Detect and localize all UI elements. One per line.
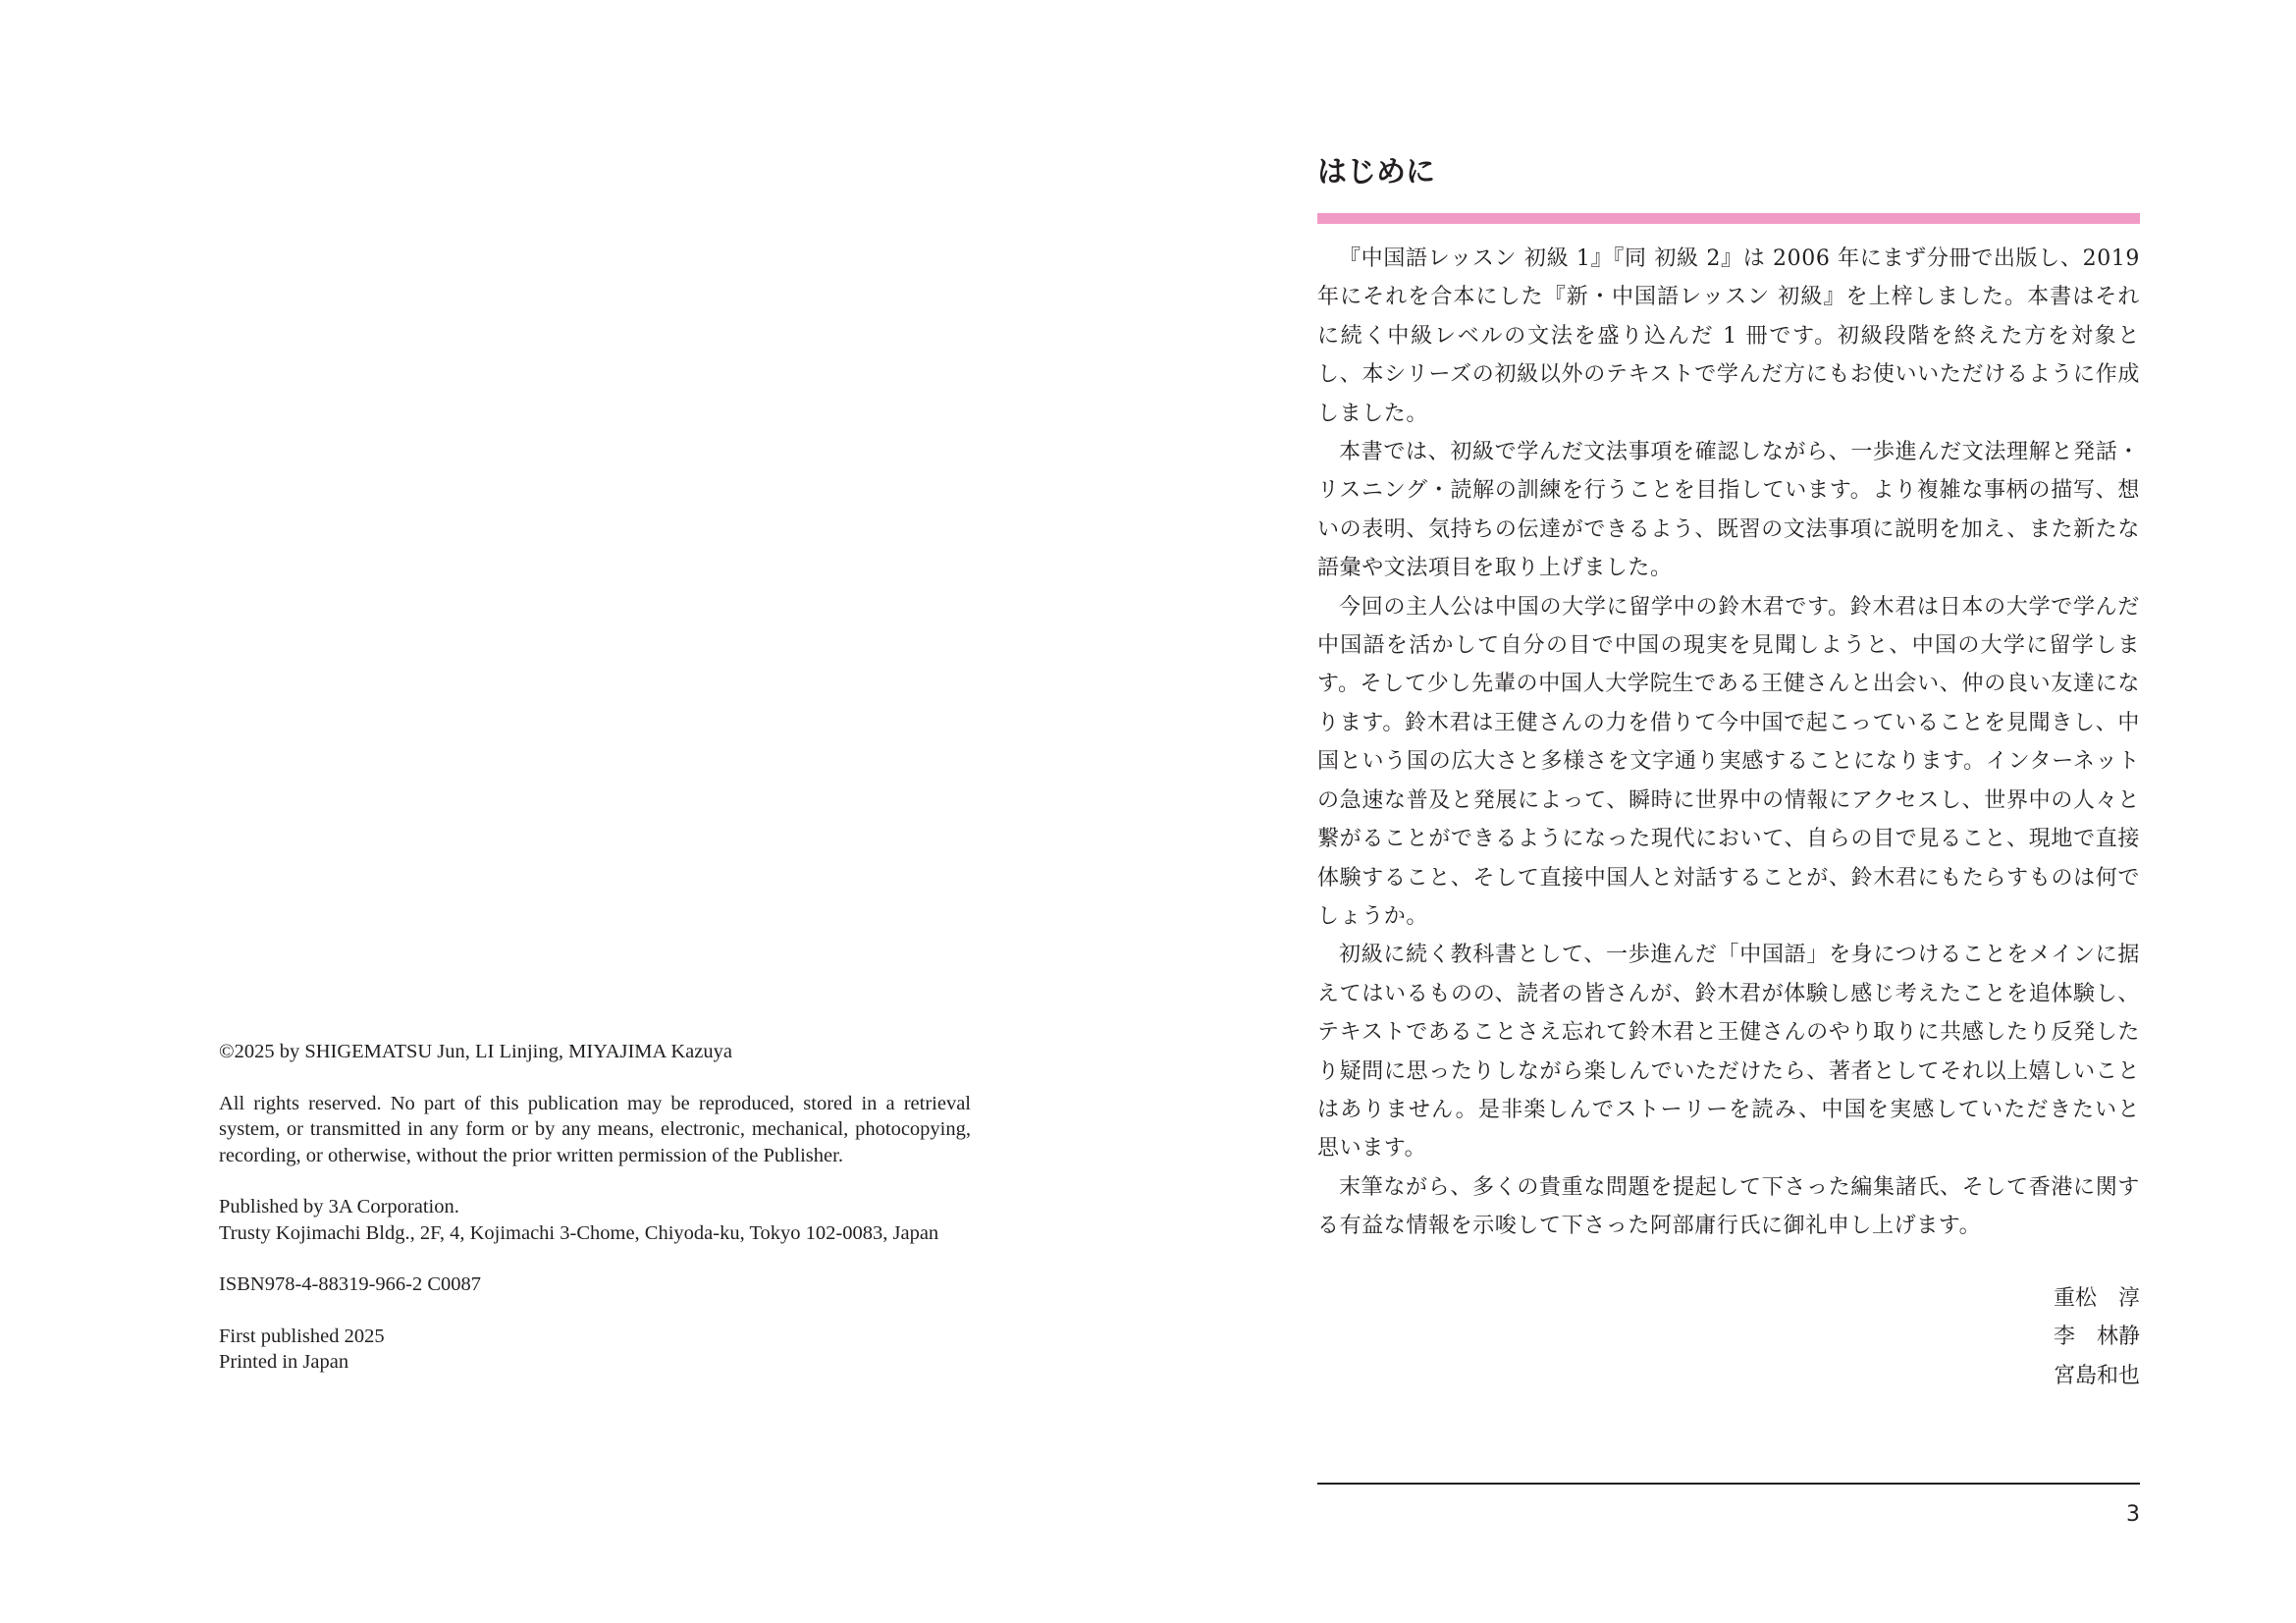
author-signature: 重松 淳 <box>2053 1286 2140 1311</box>
preface-paragraph: 初級に続く教科書として、一歩進んだ「中国語」を身につけることをメインに据えてはいるものの、読者の皆さんが、鈴木君が体験し感じ考えたことを追体験し、テキストであることさえ忘れて鈴木君と王健さんのやり取りに共感したり反発したり疑問に思ったりしながら楽しんでいただけたら、著者としてそれ以上嬉しいことはありません。是非楽しんでストーリーを読み、中国を実感していただきたいと思います。 <box>1317 943 2140 1162</box>
publisher-name: Published by 3A Corporation. <box>219 1196 459 1217</box>
preface-paragraph: 『中国語レッスン 初級 1』『同 初級 2』は 2006 年にまず分冊で出版し、2019 年にそれを合本にした『新・中国語レッスン 初級』を上梓しました。本書はそれに続く中級レベルの文法を盛り込んだ 1 冊です。初級段階を終えた方を対象とし、本シリーズの初級以外のテキストで学んだ方にもお使いいただけるように作成しました。 <box>1317 246 2140 426</box>
publisher-info <box>219 1194 971 1246</box>
first-published: First published 2025 <box>219 1325 385 1347</box>
right-page <box>1148 0 2296 1623</box>
rights-statement: All rights reserved. No part of this publication may be reproduced, stored in a retrieval system, or transmitted in any form or by any means, electronic, mechanical, photocopying, recording, or otherwise, without the prior written permission of the Publisher. <box>219 1092 971 1166</box>
preface-paragraph: 末筆ながら、多くの貴重な問題を提起して下さった編集諸氏、そして香港に関する有益な情報を示唆して下さった阿部庸行氏に御礼申し上げます。 <box>1317 1174 2140 1239</box>
author-signature: 宮島和也 <box>2053 1363 2140 1388</box>
printed-in: Printed in Japan <box>219 1351 349 1373</box>
author-signatures <box>1944 1279 2140 1395</box>
preface-title: はじめに <box>1317 155 1435 189</box>
preface-paragraph: 今回の主人公は中国の大学に留学中の鈴木君です。鈴木君は日本の大学で学んだ中国語を活かして自分の目で中国の現実を見聞しようと、中国の大学に留学します。そして少し先輩の中国人大学院生である王健さんと出会い、仲の良い友達になります。鈴木君は王健さんの力を借りて今中国で起こっていることを見聞きし、中国という国の広大さと多様さを文字通り実感することになります。インターネットの急速な普及と発展によって、瞬時に世界中の情報にアクセスし、世界中の人々と繋がることができるようになった現代において、自らの目で見ること、現地で直接体験すること、そして直接中国人と対話することが、鈴木君にもたらすものは何でしょうか。 <box>1317 594 2140 929</box>
copyright-notice: ©2025 by SHIGEMATSU Jun, LI Linjing, MIYAJIMA Kazuya <box>219 1041 732 1062</box>
preface-body <box>1317 240 2140 1246</box>
author-signature: 李 林静 <box>2053 1325 2140 1350</box>
page-number: 3 <box>2126 1502 2140 1527</box>
isbn-code: ISBN978-4-88319-966-2 C0087 <box>219 1273 482 1295</box>
title-accent-rule <box>1317 213 2140 224</box>
copyright-colophon <box>219 1039 971 1401</box>
publisher-address: Trusty Kojimachi Bldg., 2F, 4, Kojimachi 3-Chome, Chiyoda-ku, Tokyo 102-0083, Japan <box>219 1221 939 1244</box>
preface-paragraph: 本書では、初級で学んだ文法事項を確認しながら、一歩進んだ文法理解と発話・リスニング・読解の訓練を行うことを目指しています。より複雑な事柄の描写、想いの表明、気持ちの伝達ができるよう、既習の文法事項に説明を加え、また新たな語彙や文法項目を取り上げました。 <box>1317 440 2140 581</box>
publication-info <box>219 1324 971 1376</box>
footer-rule <box>1317 1483 2140 1485</box>
